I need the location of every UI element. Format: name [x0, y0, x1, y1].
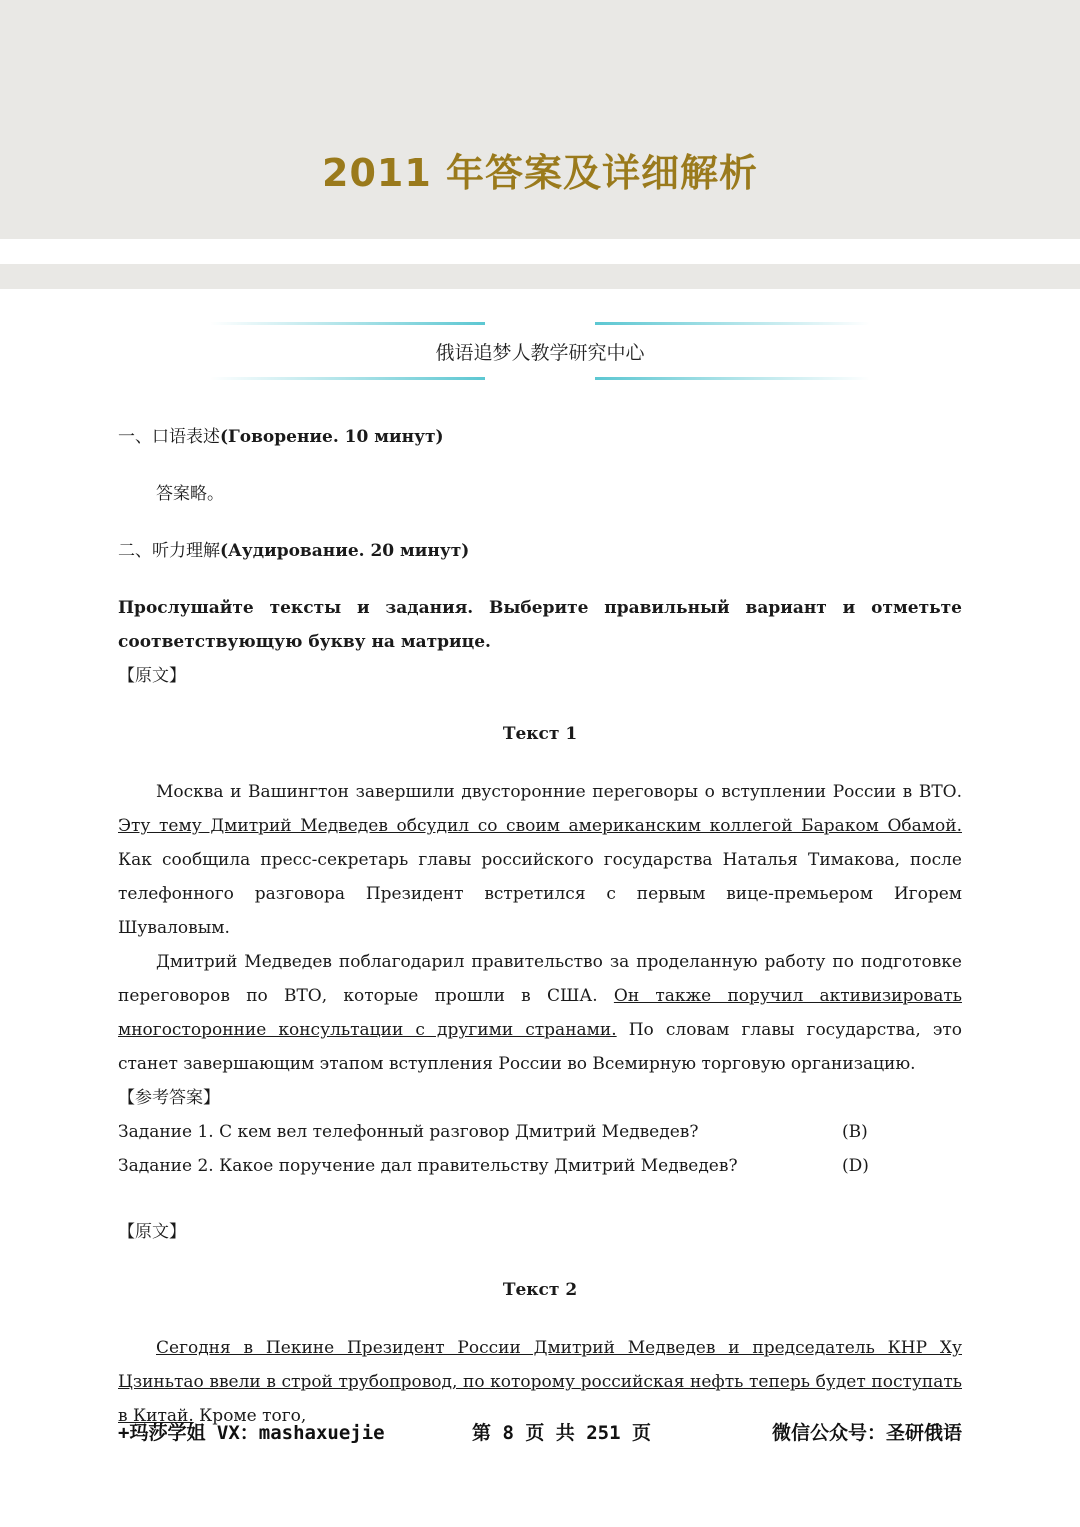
text-1-paragraph-2: [118, 945, 962, 1081]
section-2-heading-ru: (Аудирование. 20 минут): [220, 541, 470, 561]
banner-line-top-right: [595, 322, 870, 325]
text-2-source-label: 【原文】: [118, 1222, 186, 1242]
section-1-heading: [118, 420, 962, 454]
footer-wechat: 微信公众号：圣研俄语: [771, 1422, 962, 1444]
banner-text: 俄语追梦人教学研究中心: [435, 342, 645, 364]
text-1-paragraph-1: [118, 775, 962, 945]
question-row: [118, 1149, 962, 1183]
banner-line-top-left: [210, 322, 485, 325]
section-2-heading: [118, 534, 962, 568]
question-text: Задание 2. Какое поручение дал правительству Дмитрий Медведев?: [118, 1156, 738, 1176]
text-1-p2-part-a: Дмитрий Медведев поблагодарил правительство за проделанную работу по подготовке переговоров по ВТО, которые прошли в США.: [118, 952, 962, 1006]
section-2-instruction: Прослушайте тексты и задания. Выберите правильный вариант и отметьте соответствующую букву на матрице.: [118, 598, 962, 652]
footer-contact: +玛莎学姐 VX：mashaxuejie: [118, 1422, 385, 1444]
answer-letter: (D): [842, 1156, 869, 1176]
section-2-heading-cn: 二、听力理解: [118, 541, 220, 561]
banner-line-bottom-left: [210, 377, 485, 380]
footer-page-number: 第 8 页 共 251 页: [472, 1422, 651, 1444]
text-1-source-label: 【原文】: [118, 666, 186, 686]
text-1-p2-part-b: По словам главы государства, это станет завершающим этапом вступления России во Всемирную торговую организацию.: [118, 1020, 962, 1074]
document-body: [118, 420, 962, 1433]
text-1-p1-part-b: Как сообщила пресс-секретарь главы российского государства Наталья Тимакова, после телефонного разговора Президент встретился с первым вице-премьером Игорем Шуваловым.: [118, 850, 962, 938]
question-row: [118, 1115, 962, 1149]
header-band: [0, 0, 1080, 239]
text-2-p1-underlined: Сегодня в Пекине Президент России Дмитрий Медведев и председатель КНР Ху Цзиньтао ввели в строй трубопровод, по которому российская нефть теперь будет поступать в Китай.: [118, 1338, 962, 1426]
text-1-p1-underlined: Эту тему Дмитрий Медведев обсудил со своим американским коллегой Бараком Обамой.: [118, 816, 962, 836]
text-1-answer-label: 【参考答案】: [118, 1088, 220, 1108]
section-1-heading-cn: 一、口语表述: [118, 427, 220, 447]
header-divider-strip: [0, 264, 1080, 289]
text-1-p2-underlined: Он также поручил активизировать многосторонние консультации с другими странами.: [118, 986, 962, 1040]
text-1-title: Текст 1: [502, 724, 578, 744]
text-1-p1-part-a: Москва и Вашингтон завершили двусторонние переговоры о вступлении России в ВТО.: [156, 782, 962, 802]
banner-line-bottom-right: [595, 377, 870, 380]
question-text: Задание 1. С кем вел телефонный разговор Дмитрий Медведев?: [118, 1122, 699, 1142]
center-banner: [210, 322, 870, 382]
page-footer: [118, 1414, 962, 1450]
text-2-title: Текст 2: [502, 1280, 578, 1300]
text-2-p1-part-b: Кроме того,: [193, 1406, 307, 1426]
answer-letter: (B): [842, 1122, 868, 1142]
section-1-body: 答案略。: [156, 484, 224, 504]
section-1-heading-ru: (Говорение. 10 минут): [220, 427, 444, 447]
page-title: 2011 年答案及详细解析: [322, 151, 758, 195]
